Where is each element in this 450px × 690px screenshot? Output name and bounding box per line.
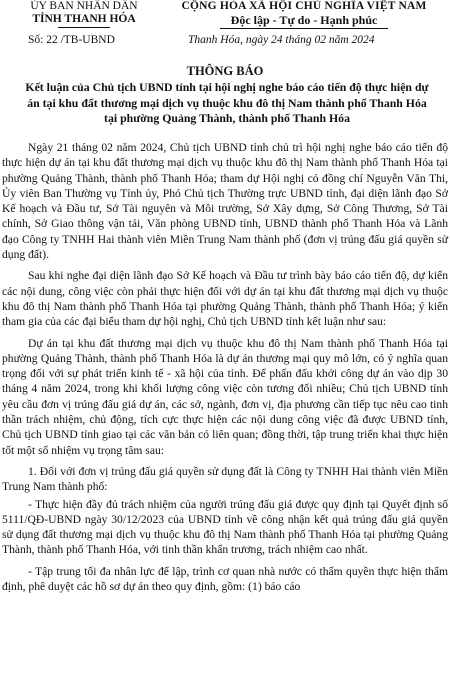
paragraph: Sau khi nghe đại diện lãnh đạo Sở Kế hoạch và Đầu tư trình bày báo cáo tiến độ, dự kiến các nội dung, công việc còn phải thực hiện đối với dự án tại khu đất thương mại dịch vụ thuộc khu đô thị Nam thành phố Thanh Hóa tại phường Quảng Thành, thành phố Thanh Hóa; ý kiến tham gia của các đại biểu tham dự hội nghị, Chủ tịch UBND tỉnh kết luận như sau: [2, 269, 448, 329]
paragraph: Ngày 21 tháng 02 năm 2024, Chủ tịch UBND tỉnh chủ trì hội nghị nghe báo cáo tiến độ thực hiện dự án tại khu đất thương mại dịch vụ thuộc khu đô thị Nam thành phố Thanh Hóa tại phường Quảng Thành, thành phố Thanh Hóa; tham dự Hội nghị có đồng chí Nguyễn Văn Thi, Ủy viên Ban Thường vụ Tỉnh ủy, Phó Chủ tịch Thường trực UBND tỉnh, đại diện lãnh đạo Sở Kế hoạch và Đầu tư, Sở Tài nguyên và Môi trường, Sở Xây dựng, Sở Công Thương, Sở Tài chính, Sở Giao thông vận tải, Văn phòng UBND tỉnh, UBND thành phố Thanh Hóa và Lãnh đạo Công ty TNHH Hai thành viên Miền Trung Nam thành phố (đơn vị trúng đấu giá quyền sử dụng đất). [2, 141, 448, 262]
paragraph: Dự án tại khu đất thương mại dịch vụ thuộc khu đô thị Nam thành phố Thanh Hóa tại phường Quảng Thành, thành phố Thanh Hóa là dự án thương mại quy mô lớn, có ý nghĩa quan trọng đối với sự phát triển kinh tế - xã hội của tỉnh. Để phấn đấu khởi công dự án vào dịp 30 tháng 4 năm 2024, trong khi khối lượng công việc còn tương đối nhiều; Chủ tịch UBND tỉnh yêu cầu đơn vị trúng đấu giá dự án, các sở, ngành, đơn vị, địa phương cần tiếp tục nêu cao tinh thần trách nhiệm, chủ động, tích cực thực hiện các nội dung công việc đã được UBND tỉnh, Chủ tịch UBND tỉnh giao tại các văn bản có liên quan; đồng thời, tập trung triển khai thực hiện tốt một số nhiệm vụ trọng tâm sau: [2, 336, 448, 457]
issuing-authority [4, 0, 164, 28]
document-body [2, 140, 448, 600]
motto-underline [220, 28, 388, 29]
paragraph: - Tập trung tối đa nhân lực để lập, trình cơ quan nhà nước có thẩm quyền thực hiện thẩm định, phê duyệt các hồ sơ dự án theo quy định, gồm: (1) báo cáo [2, 564, 448, 594]
document-title: THÔNG BÁO [186, 64, 264, 78]
nation-name: CỘNG HÒA XÃ HỘI CHỦ NGHĨA VIỆT NAM [181, 0, 427, 12]
authority-line-2: TỈNH THANH HÓA [32, 13, 136, 25]
national-header [158, 0, 450, 29]
authority-underline [58, 27, 110, 28]
document-subtitle: Kết luận của Chủ tịch UBND tỉnh tại hội nghị nghe báo cáo tiến độ thực hiện dự án tại khu đất thương mại dịch vụ thuộc khu đô thị Nam thành phố Thanh Hóa tại phường Quảng Thành, thành phố Thanh Hóa [25, 80, 429, 125]
authority-line-1: ỦY BAN NHÂN DÂN [30, 0, 138, 12]
paragraph: - Thực hiện đầy đủ trách nhiệm của người trúng đấu giá được quy định tại Quyết định số 5111/QĐ-UBND ngày 30/12/2023 của UBND tỉnh về công nhận kết quả trúng đấu giá quyền sử dụng đất thương mại dịch vụ thuộc khu đô thị Nam thành phố Thanh Hóa tại phường Quảng Thành, thành phố Thanh Hóa, với tinh thần khẩn trương, trách nhiệm cao nhất. [2, 497, 448, 557]
document-date: Thanh Hóa, ngày 24 tháng 02 năm 2024 [188, 34, 375, 46]
national-motto: Độc lập - Tự do - Hạnh phúc [230, 13, 378, 27]
paragraph: 1. Đối với đơn vị trúng đấu giá quyền sử dụng đất là Công ty TNHH Hai thành viên Miền Trung Nam thành phố: [2, 464, 448, 494]
document-number: Số: 22 /TB-UBND [28, 34, 115, 46]
